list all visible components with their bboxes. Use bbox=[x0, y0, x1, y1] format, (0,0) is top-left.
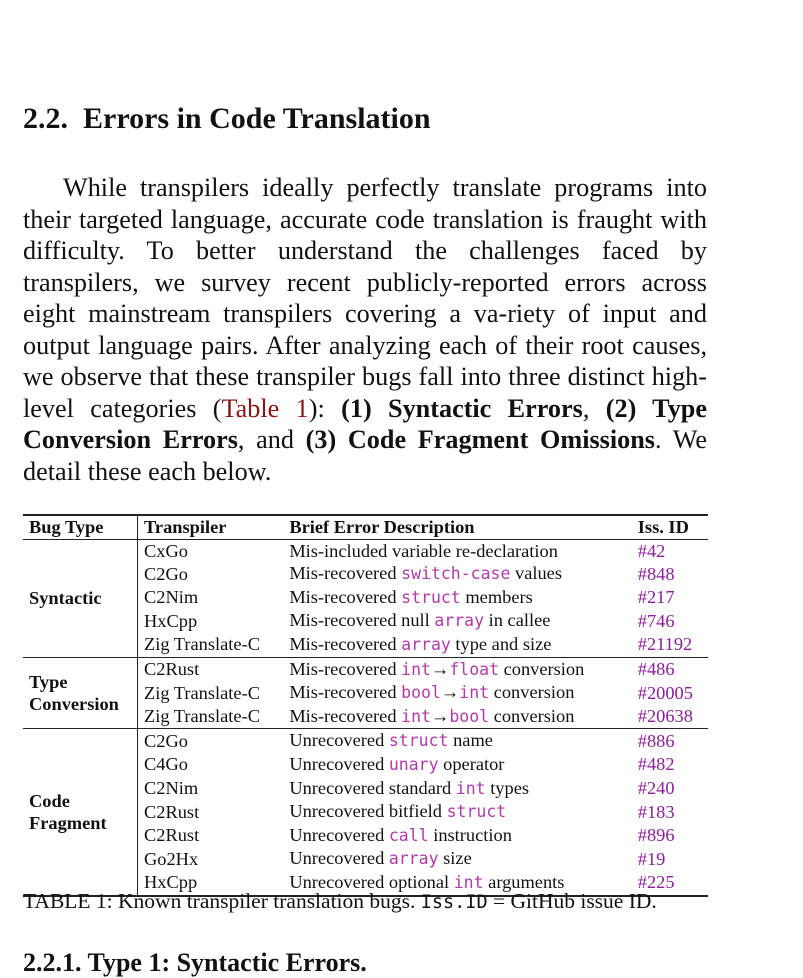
description-text: → bbox=[430, 705, 450, 726]
description-cell bbox=[283, 824, 631, 848]
description-text: conversion bbox=[489, 682, 575, 703]
description-text: type and size bbox=[450, 633, 552, 654]
header-issue-id: Iss. ID bbox=[632, 515, 708, 539]
description-text: conversion bbox=[489, 705, 575, 726]
description-text: Unrecovered bitfield bbox=[289, 801, 447, 822]
paragraph-text-1: While transpilers ideally perfectly translate programs into their targeted language, accurate code translation is fraught with difficulty. To better understand the challenges faced by transpilers, we survey recent publicly-reported errors across eight mainstream transpilers covering a va- bbox=[23, 173, 707, 328]
caption-code: Iss.ID bbox=[420, 892, 488, 913]
description-text: Mis-recovered bbox=[289, 682, 402, 703]
description-cell bbox=[283, 729, 631, 753]
issue-id-link[interactable]: #848 bbox=[637, 563, 675, 584]
caption-prefix: TABLE 1: Known transpiler translation bugs. bbox=[23, 889, 421, 913]
separator-1: , bbox=[582, 393, 606, 423]
description-text: Unrecovered optional bbox=[289, 871, 454, 892]
description-text: instruction bbox=[428, 824, 512, 845]
description-cell bbox=[283, 633, 631, 657]
code-keyword: switch-case bbox=[401, 564, 511, 584]
table-body bbox=[23, 539, 708, 895]
description-text: Unrecovered bbox=[289, 730, 389, 751]
header-description: Brief Error Description bbox=[283, 515, 631, 539]
table-caption bbox=[23, 889, 723, 914]
description-text: Mis-recovered null bbox=[289, 610, 435, 631]
description-text: operator bbox=[438, 753, 505, 774]
issue-id-link[interactable]: #482 bbox=[637, 754, 675, 775]
description-text: values bbox=[510, 563, 563, 584]
transpiler-cell: C2Rust bbox=[138, 657, 284, 681]
description-text: size bbox=[438, 848, 472, 869]
description-cell bbox=[283, 800, 631, 824]
description-text: Mis-recovered bbox=[289, 705, 402, 726]
code-keyword: bool bbox=[449, 706, 490, 726]
description-cell bbox=[283, 777, 631, 801]
code-keyword: array bbox=[388, 849, 439, 869]
issue-id-link[interactable]: #19 bbox=[637, 848, 666, 869]
bug-type-cell: Syntactic bbox=[23, 539, 138, 657]
code-keyword: struct bbox=[388, 731, 449, 751]
issue-id-link[interactable]: #21192 bbox=[637, 634, 693, 655]
category-code-fragment: (3) Code Fragment Omissions bbox=[305, 425, 655, 454]
code-keyword: int bbox=[459, 683, 490, 703]
description-text: arguments bbox=[483, 871, 565, 892]
header-bug-type: Bug Type bbox=[23, 515, 138, 539]
table-row bbox=[23, 729, 708, 753]
paragraph-text-2: riety of input and output language pairs. After analyzing each of their root causes, we observe that these transpiler bugs fall into three distinct high-level categories ( bbox=[23, 299, 707, 423]
issue-id-link[interactable]: #183 bbox=[637, 801, 675, 822]
description-text: in callee bbox=[484, 610, 551, 631]
header-transpiler: Transpiler bbox=[138, 515, 284, 539]
table-row bbox=[23, 657, 708, 681]
table-reference-link[interactable]: Table 1 bbox=[221, 393, 309, 423]
code-keyword: struct bbox=[446, 802, 507, 822]
transpiler-cell: C2Go bbox=[144, 563, 188, 584]
description-cell bbox=[283, 657, 631, 681]
category-type-conversion: (2) Type Conversion Errors bbox=[23, 393, 707, 454]
description-text: Unrecovered bbox=[289, 824, 389, 845]
description-cell bbox=[283, 562, 631, 586]
transpiler-cell: C4Go bbox=[144, 754, 188, 775]
transpiler-cell: C2Go bbox=[138, 729, 284, 753]
description-text: name bbox=[448, 730, 493, 751]
description-cell bbox=[283, 609, 631, 633]
bug-type-cell: Type Conversion bbox=[23, 657, 138, 729]
description-text: members bbox=[460, 586, 533, 607]
table-head bbox=[23, 515, 708, 539]
code-keyword: array bbox=[401, 634, 451, 654]
next-subsection-heading: 2.2.1. Type 1: Syntactic Errors. bbox=[23, 948, 367, 977]
issue-id-link[interactable]: #20638 bbox=[637, 706, 693, 727]
issue-id-link[interactable]: #886 bbox=[632, 729, 708, 753]
description-text: Mis-recovered bbox=[289, 586, 402, 607]
description-text: Unrecovered standard bbox=[289, 777, 456, 798]
transpiler-cell: C2Rust bbox=[144, 801, 200, 822]
paragraph-text-3: ): bbox=[308, 393, 325, 423]
bug-type-cell: Code Fragment bbox=[23, 729, 138, 896]
code-keyword: array bbox=[434, 611, 485, 631]
transpiler-cell: Zig Translate-C bbox=[144, 682, 260, 703]
description-cell bbox=[283, 705, 631, 729]
description-cell bbox=[283, 539, 631, 562]
issue-id-link[interactable]: #225 bbox=[637, 872, 675, 893]
code-keyword: call bbox=[388, 825, 429, 845]
category-syntactic: (1) Syntactic Errors bbox=[341, 393, 583, 423]
description-cell bbox=[283, 681, 631, 705]
section-heading bbox=[23, 102, 431, 136]
transpiler-cell: C2Nim bbox=[144, 587, 199, 608]
issue-id-link[interactable]: #746 bbox=[637, 610, 675, 631]
paragraph-end: . We detail these each below. bbox=[23, 425, 707, 486]
description-text: → bbox=[440, 682, 460, 703]
code-keyword: int bbox=[401, 706, 431, 726]
description-cell bbox=[283, 847, 631, 871]
issue-id-link[interactable]: #486 bbox=[632, 657, 708, 681]
table-row bbox=[23, 539, 708, 562]
transpiler-cell: HxCpp bbox=[144, 610, 198, 631]
separator-2: , and bbox=[237, 425, 294, 454]
caption-suffix: = GitHub issue ID. bbox=[487, 889, 657, 913]
code-keyword: int bbox=[455, 778, 486, 798]
transpiler-cell: Zig Translate-C bbox=[144, 706, 260, 727]
transpiler-cell: Go2Hx bbox=[144, 848, 199, 869]
code-keyword: struct bbox=[401, 587, 461, 607]
description-text: types bbox=[485, 777, 530, 798]
transpiler-cell: CxGo bbox=[144, 540, 188, 561]
description-text: Mis-recovered bbox=[289, 658, 402, 679]
issue-id-link[interactable]: #42 bbox=[637, 540, 666, 561]
description-cell bbox=[283, 586, 631, 610]
description-cell bbox=[283, 753, 631, 777]
transpiler-cell: C2Rust bbox=[144, 825, 200, 846]
issue-id-link[interactable]: #896 bbox=[637, 825, 675, 846]
description-text: conversion bbox=[499, 658, 585, 679]
description-text: Unrecovered bbox=[289, 848, 389, 869]
issue-id-link[interactable]: #217 bbox=[637, 587, 675, 608]
section-title: Errors in Code Translation bbox=[83, 102, 431, 135]
transpiler-cell: Zig Translate-C bbox=[144, 634, 260, 655]
bugs-table bbox=[23, 514, 708, 897]
description-text: Mis-included variable re-declaration bbox=[289, 540, 558, 561]
code-keyword: bool bbox=[401, 683, 441, 703]
description-text: → bbox=[430, 658, 450, 679]
issue-id-link[interactable]: #240 bbox=[637, 778, 675, 799]
code-keyword: unary bbox=[388, 754, 439, 774]
issue-id-link[interactable]: #20005 bbox=[637, 682, 693, 703]
table-header-row bbox=[23, 515, 708, 539]
description-text: Unrecovered bbox=[289, 753, 389, 774]
section-paragraph bbox=[23, 172, 707, 487]
section-number: 2.2. bbox=[23, 102, 68, 135]
code-keyword: float bbox=[449, 659, 500, 679]
code-keyword: int bbox=[401, 659, 431, 679]
transpiler-cell: HxCpp bbox=[144, 872, 198, 893]
transpiler-cell: C2Nim bbox=[144, 778, 199, 799]
description-text: Mis-recovered bbox=[289, 563, 402, 584]
description-text: Mis-recovered bbox=[289, 633, 402, 654]
code-keyword: int bbox=[453, 872, 484, 892]
